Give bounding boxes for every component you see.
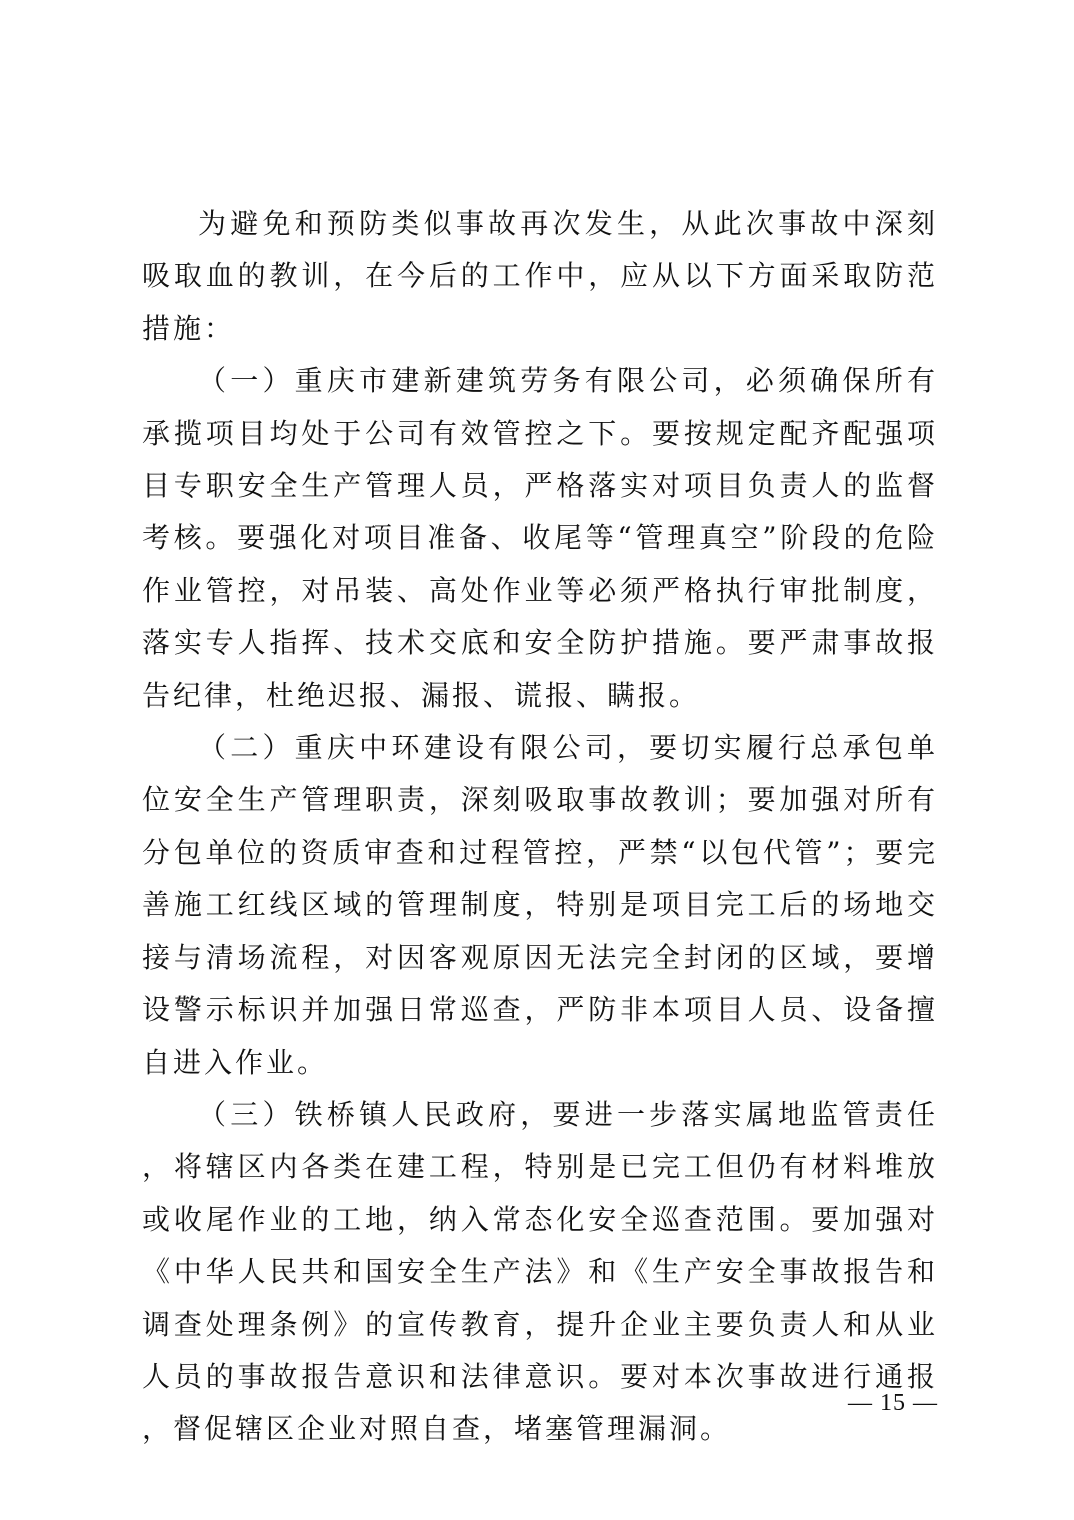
paragraph-intro: 为避免和预防类似事故再次发生，从此次事故中深刻吸取血的教训，在今后的工作中，应从以下方面采取防范措施： <box>142 207 938 345</box>
paragraph-item-3: （三）铁桥镇人民政府，要进一步落实属地监管责任，将辖区内各类在建工程，特别是已完工但仍有材料堆放或收尾作业的工地，纳入常态化安全巡查范围。要加强对《中华人民共和国安全生产法》和《生产安全事故报告和调查处理条例》的宣传教育，提升企业主要负责人和从业人员的事故报告意识和法律意识。要对本次事故进行通报，督促辖区企业对照自查，堵塞管理漏洞。 <box>142 1097 938 1446</box>
paragraph-item-1: （一）重庆市建新建筑劳务有限公司，必须确保所有承揽项目均处于公司有效管控之下。要按规定配齐配强项目专职安全生产管理人员，严格落实对项目负责人的监督考核。要强化对项目准备、收尾等“管理真空”阶段的危险作业管控，对吊装、高处作业等必须严格执行审批制度，落实专人指挥、技术交底和安全防护措施。要严肃事故报告纪律，杜绝迟报、漏报、谎报、瞒报。 <box>142 364 938 712</box>
document-body <box>142 198 938 1456</box>
page-number: — 15 — <box>848 1390 938 1416</box>
paragraph-item-2: （二）重庆中环建设有限公司，要切实履行总承包单位安全生产管理职责，深刻吸取事故教训；要加强对所有分包单位的资质审查和过程管控，严禁“以包代管”；要完善施工红线区域的管理制度，特别是项目完工后的场地交接与清场流程，对因客观原因无法完全封闭的区域，要增设警示标识并加强日常巡查，严防非本项目人员、设备擅自进入作业。 <box>142 731 938 1079</box>
